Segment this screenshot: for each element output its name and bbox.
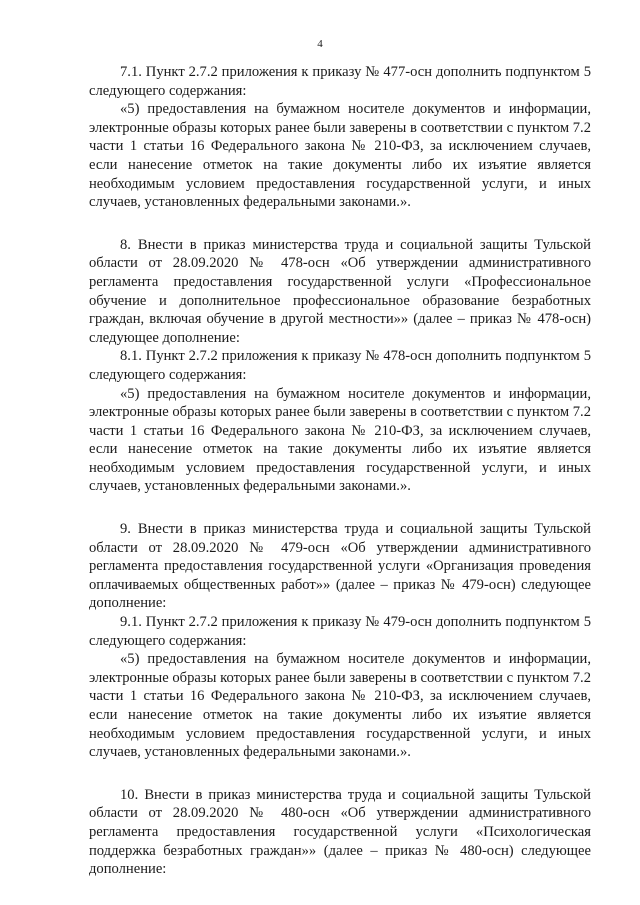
document-body xyxy=(89,63,591,879)
paragraph-8-1-quote: «5) предоставления на бумажном носителе документов и информации, электронные образы которых ранее были заверены в соответствии с пунктом 7.2 части 1 статьи 16 Федерального закона № 210-ФЗ, за исключением случаев, если нанесение отметок на такие документы либо их изъятие является необходимым условием предоставления государственной услуги, и иных случаев, установленных федеральными законами.». xyxy=(89,385,591,495)
paragraph-9: 9. Внести в приказ министерства труда и социальной защиты Тульской области от 28.09.2020 № 479-осн «Об утверждении административного регламента предоставления государственной услуги «Организация проведения оплачиваемых общественных работ»» (далее – приказ № 479-осн) следующее дополнение: xyxy=(89,521,591,612)
paragraph-gap xyxy=(89,762,591,786)
paragraph-7-1: 7.1. Пункт 2.7.2 приложения к приказу № 477-осн дополнить подпунктом 5 следующего содержания: xyxy=(89,64,591,99)
paragraph-8: 8. Внести в приказ министерства труда и социальной защиты Тульской области от 28.09.2020 № 478-осн «Об утверждении административного регламента предоставления государственной услуги «Профессиональное обучение и дополнительное профессиональное образование безработных граждан, включая обучение в другой местности»» (далее – приказ № 478-осн) следующее дополнение: xyxy=(89,236,591,346)
paragraph-10: 10. Внести в приказ министерства труда и социальной защиты Тульской области от 28.09.2020 № 480-осн «Об утверждении административного регламента предоставления государственной услуги «Психологическая поддержка безработных граждан»» (далее – приказ № 480-осн) следующее дополнение: xyxy=(89,786,591,878)
paragraph-9-1: 9.1. Пункт 2.7.2 приложения к приказу № 479-осн дополнить подпунктом 5 следующего содержания: xyxy=(89,614,591,649)
paragraph-7-1-quote: «5) предоставления на бумажном носителе документов и информации, электронные образы которых ранее были заверены в соответствии с пунктом 7.2 части 1 статьи 16 Федерального закона № 210-ФЗ, за исключением случаев, если нанесение отметок на такие документы либо их изъятие является необходимым условием предоставления государственной услуги, и иных случаев, установленных федеральными законами.». xyxy=(89,101,591,211)
paragraph-gap xyxy=(89,496,591,520)
paragraph-gap xyxy=(89,212,591,236)
paragraph-8-1: 8.1. Пункт 2.7.2 приложения к приказу № 478-осн дополнить подпунктом 5 следующего содержания: xyxy=(89,348,591,383)
page-number: 4 xyxy=(317,38,323,50)
paragraph-9-1-quote: «5) предоставления на бумажном носителе документов и информации, электронные образы которых ранее были заверены в соответствии с пунктом 7.2 части 1 статьи 16 Федерального закона № 210-ФЗ, за исключением случаев, если нанесение отметок на такие документы либо их изъятие является необходимым условием предоставления государственной услуги, и иных случаев, установленных федеральными законами.». xyxy=(89,651,591,761)
